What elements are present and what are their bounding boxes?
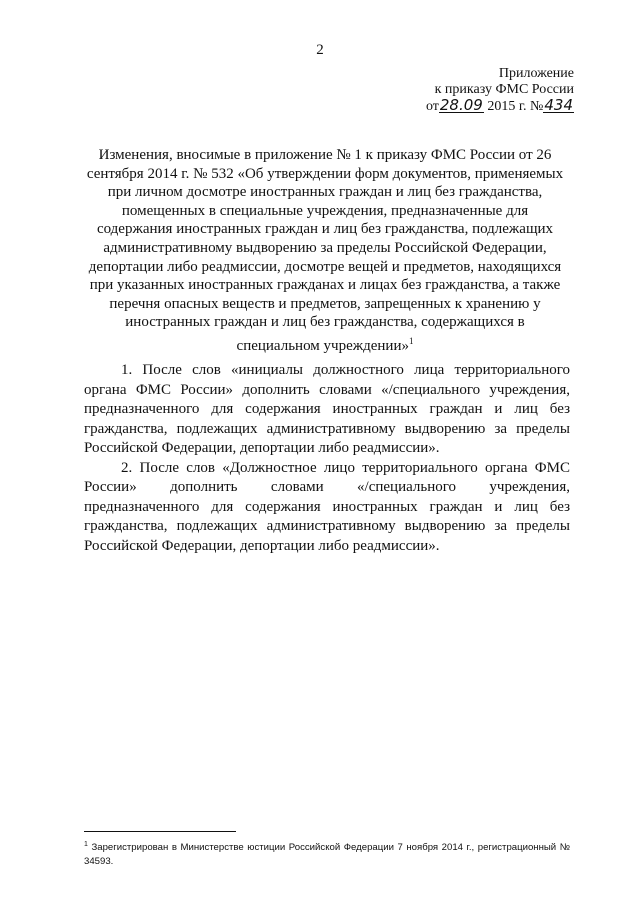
footnote-text: Зарегистрирован в Министерстве юстиции Российской Федерации 7 ноября 2014 г., регистрационный № 34593.	[84, 842, 570, 868]
title-footnote-ref: 1	[408, 335, 414, 346]
footnote-separator	[84, 831, 236, 832]
document-title	[84, 146, 566, 356]
footnote-marker: 1	[84, 841, 88, 848]
title-text: Изменения, вносимые в приложение № 1 к приказу ФМС России от 26 сентября 2014 г. № 532 «Об утверждении форм документов, применяемых при личном досмотре иностранных граждан и лиц без гражданства, помещенных в специальные учреждения, предназначенные для содержания иностранных граждан и лиц без гражданства, подлежащих административному выдворению за пределы Российской Федерации, депортации либо реадмиссии, досмотре вещей и предметов, находящихся при указанных иностранных гражданах и лицах без гражданства, а также перечня опасных веществ и предметов, запрещенных к хранению у иностранных граждан и лиц без гражданства, содержащихся в специальном учреждении»	[86, 147, 564, 354]
appendix-title: Приложение	[498, 66, 574, 81]
date-prefix: от	[425, 99, 439, 114]
footnote	[84, 838, 570, 869]
page-number: 2	[316, 42, 324, 58]
handwritten-number: 434	[544, 96, 573, 114]
appendix-order-ref: к приказу ФМС России	[434, 82, 574, 97]
paragraph-2: 2. После слов «Должностное лицо территориального органа ФМС России» дополнить словами «/специального учреждения, предназначенного для содержания иностранных граждан и лиц без гражданства, подлежащих административному выдворению за пределы Российской Федерации, депортации либо реадмиссии».	[84, 459, 570, 554]
appendix-date-line	[426, 98, 574, 115]
date-suffix: 2015 г. №	[487, 99, 544, 114]
document-body	[84, 361, 570, 556]
appendix-header	[426, 66, 574, 115]
paragraph-1: 1. После слов «инициалы должностного лица территориального органа ФМС России» дополнить словами «/специального учреждения, предназначенного для содержания иностранных граждан и лиц без гражданства, подлежащих административному выдворению за пределы Российской Федерации, депортации либо реадмиссии».	[84, 362, 570, 456]
handwritten-date: 28.09	[439, 96, 483, 114]
